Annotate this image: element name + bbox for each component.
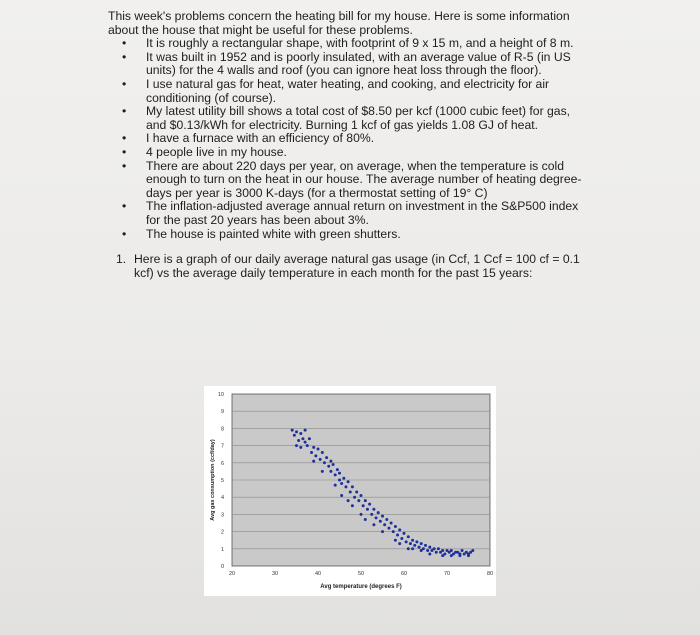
- data-point: [340, 494, 343, 497]
- data-point: [293, 434, 296, 437]
- data-point: [379, 520, 382, 523]
- data-point: [321, 470, 324, 473]
- data-point: [437, 547, 440, 550]
- data-point: [347, 499, 350, 502]
- x-tick-label: 80: [486, 571, 494, 577]
- data-point: [321, 451, 324, 454]
- data-point: [411, 547, 414, 550]
- data-point: [342, 477, 345, 480]
- data-point: [413, 544, 416, 547]
- data-point: [368, 503, 371, 506]
- bullet-icon: •: [122, 144, 127, 159]
- data-point: [327, 465, 330, 468]
- list-item: • It was built in 1952 and is poorly insulated, with an average value of R-5 (in US units) for the 4 walls and roof (you can ignore heat loss through the floor).: [122, 49, 571, 78]
- data-point: [424, 544, 427, 547]
- data-point: [426, 549, 429, 552]
- data-point: [370, 513, 373, 516]
- data-point: [310, 451, 313, 454]
- data-point: [441, 549, 444, 552]
- bullet-icon: •: [122, 158, 127, 173]
- data-point: [418, 546, 421, 549]
- x-tick-label: 60: [400, 571, 408, 577]
- data-point: [394, 525, 397, 528]
- data-point: [312, 446, 315, 449]
- x-tick-label: 30: [271, 571, 279, 577]
- x-tick-label: 40: [314, 571, 322, 577]
- data-point: [407, 547, 410, 550]
- y-tick-label: 5: [220, 478, 224, 484]
- data-point: [344, 485, 347, 488]
- list-item: • 4 people live in my house.: [122, 144, 287, 159]
- data-point: [372, 508, 375, 511]
- data-point: [428, 552, 431, 555]
- bullet-icon: •: [122, 36, 127, 51]
- intro-paragraph: This week's problems concern the heating bill for my house. Here is some information about the house that might be useful for these problems.: [108, 9, 570, 37]
- problem-1: [108, 253, 588, 280]
- y-tick-label: 0: [220, 564, 224, 570]
- x-tick-label: 50: [357, 571, 365, 577]
- data-point: [323, 461, 326, 464]
- y-tick-label: 9: [220, 409, 224, 416]
- data-point: [362, 504, 365, 507]
- data-point: [390, 522, 393, 525]
- data-point: [325, 456, 328, 459]
- data-point: [435, 551, 438, 554]
- bullet-icon: •: [122, 199, 127, 214]
- scatter-plot: [204, 386, 496, 596]
- data-point: [461, 549, 464, 552]
- data-point: [360, 494, 363, 497]
- data-point: [458, 554, 461, 557]
- data-point: [295, 430, 298, 433]
- list-item: • There are about 220 days per year, on average, when the temperature is cold enough to turn on the heat in our house. The average number of heating degree-days per year is 3000 K-days (for a thermostat setting of 19° C): [122, 158, 582, 200]
- data-point: [450, 549, 453, 552]
- data-point: [319, 458, 322, 461]
- data-point: [403, 532, 406, 535]
- data-point: [372, 523, 375, 526]
- data-point: [317, 448, 320, 451]
- y-tick-label: 6: [220, 460, 224, 467]
- bullet-icon: •: [122, 131, 127, 146]
- data-point: [308, 437, 311, 440]
- data-point: [301, 437, 304, 440]
- x-tick-label: 70: [443, 571, 451, 577]
- data-point: [385, 518, 388, 521]
- data-point: [375, 516, 378, 519]
- data-point: [364, 518, 367, 521]
- data-point: [360, 513, 363, 516]
- data-point: [306, 444, 309, 447]
- data-point: [304, 429, 307, 432]
- data-point: [357, 499, 360, 502]
- data-point: [392, 530, 395, 533]
- data-point: [415, 540, 418, 543]
- data-point: [381, 515, 384, 518]
- list-item: • The inflation-adjusted average annual return on investment in the S&P500 index for the past 20 years has been about 3%.: [122, 199, 579, 227]
- y-tick-label: 1: [220, 546, 224, 553]
- data-point: [364, 499, 367, 502]
- data-point: [467, 554, 470, 557]
- problem-number: 1.: [116, 252, 127, 267]
- data-point: [334, 484, 337, 487]
- data-point: [394, 539, 397, 542]
- data-point: [332, 463, 335, 466]
- data-point: [405, 540, 408, 543]
- list-item: • I use natural gas for heat, water heating, and cooking, and electricity for air conditioning (of course).: [122, 76, 550, 105]
- data-point: [297, 439, 300, 442]
- data-point: [420, 549, 423, 552]
- data-point: [349, 491, 352, 494]
- data-point: [299, 446, 302, 449]
- bullet-icon: •: [122, 226, 127, 241]
- y-tick-label: 7: [220, 443, 224, 450]
- y-tick-label: 8: [220, 426, 224, 433]
- data-point: [411, 539, 414, 542]
- data-point: [329, 470, 332, 473]
- data-point: [428, 546, 431, 549]
- data-point: [299, 432, 302, 435]
- data-point: [314, 454, 317, 457]
- bullet-icon: •: [122, 49, 127, 64]
- data-point: [338, 479, 341, 482]
- gas-usage-chart: [204, 386, 496, 596]
- problem-text: Here is a graph of our daily average natural gas usage (in Ccf, 1 Ccf = 100 cf = 0.1 kcf) vs the average daily temperature in each month for the past 15 years:: [134, 252, 580, 280]
- data-point: [387, 527, 390, 530]
- data-point: [441, 554, 444, 557]
- data-point: [381, 530, 384, 533]
- data-point: [355, 491, 358, 494]
- data-point: [420, 542, 423, 545]
- bullet-icon: •: [122, 104, 127, 119]
- data-point: [409, 542, 412, 545]
- data-point: [407, 535, 410, 538]
- x-tick-label: 20: [228, 571, 236, 577]
- data-point: [295, 444, 298, 447]
- data-point: [336, 468, 339, 471]
- data-point: [377, 511, 380, 514]
- list-item: • It is roughly a rectangular shape, with footprint of 9 x 15 m, and a height of 8 m.: [122, 36, 574, 51]
- data-point: [329, 460, 332, 463]
- data-point: [383, 523, 386, 526]
- data-point: [338, 472, 341, 475]
- data-point: [340, 482, 343, 485]
- bullet-icon: •: [122, 76, 127, 91]
- data-point: [396, 534, 399, 537]
- y-tick-label: 4: [220, 495, 224, 502]
- data-point: [351, 485, 354, 488]
- data-point: [471, 549, 474, 552]
- list-item: • I have a furnace with an efficiency of 80%.: [122, 131, 375, 146]
- data-point: [400, 537, 403, 540]
- list-item: • The house is painted white with green shutters.: [122, 226, 401, 241]
- data-point: [433, 547, 436, 550]
- data-point: [366, 508, 369, 511]
- y-tick-label: 3: [220, 512, 224, 519]
- list-item: • My latest utility bill shows a total cost of $8.50 per kcf (1000 cubic feet) for gas, and $0.13/kWh for electricity. Burning 1 kcf of gas yields 1.08 GJ of heat.: [122, 104, 571, 132]
- data-point: [351, 504, 354, 507]
- house-facts-list: [108, 37, 588, 241]
- x-axis-label: Avg temperature (degrees F): [320, 584, 402, 590]
- data-point: [291, 429, 294, 432]
- y-axis-label: Avg gas consumption (ccf/day): [210, 439, 216, 521]
- data-point: [398, 542, 401, 545]
- data-point: [353, 496, 356, 499]
- data-point: [450, 554, 453, 557]
- data-point: [334, 473, 337, 476]
- data-point: [347, 480, 350, 483]
- y-tick-label: 2: [220, 529, 224, 536]
- y-tick-label: 10: [217, 392, 224, 398]
- document-body: [108, 10, 588, 280]
- data-point: [312, 460, 315, 463]
- data-point: [398, 528, 401, 531]
- data-point: [304, 441, 307, 444]
